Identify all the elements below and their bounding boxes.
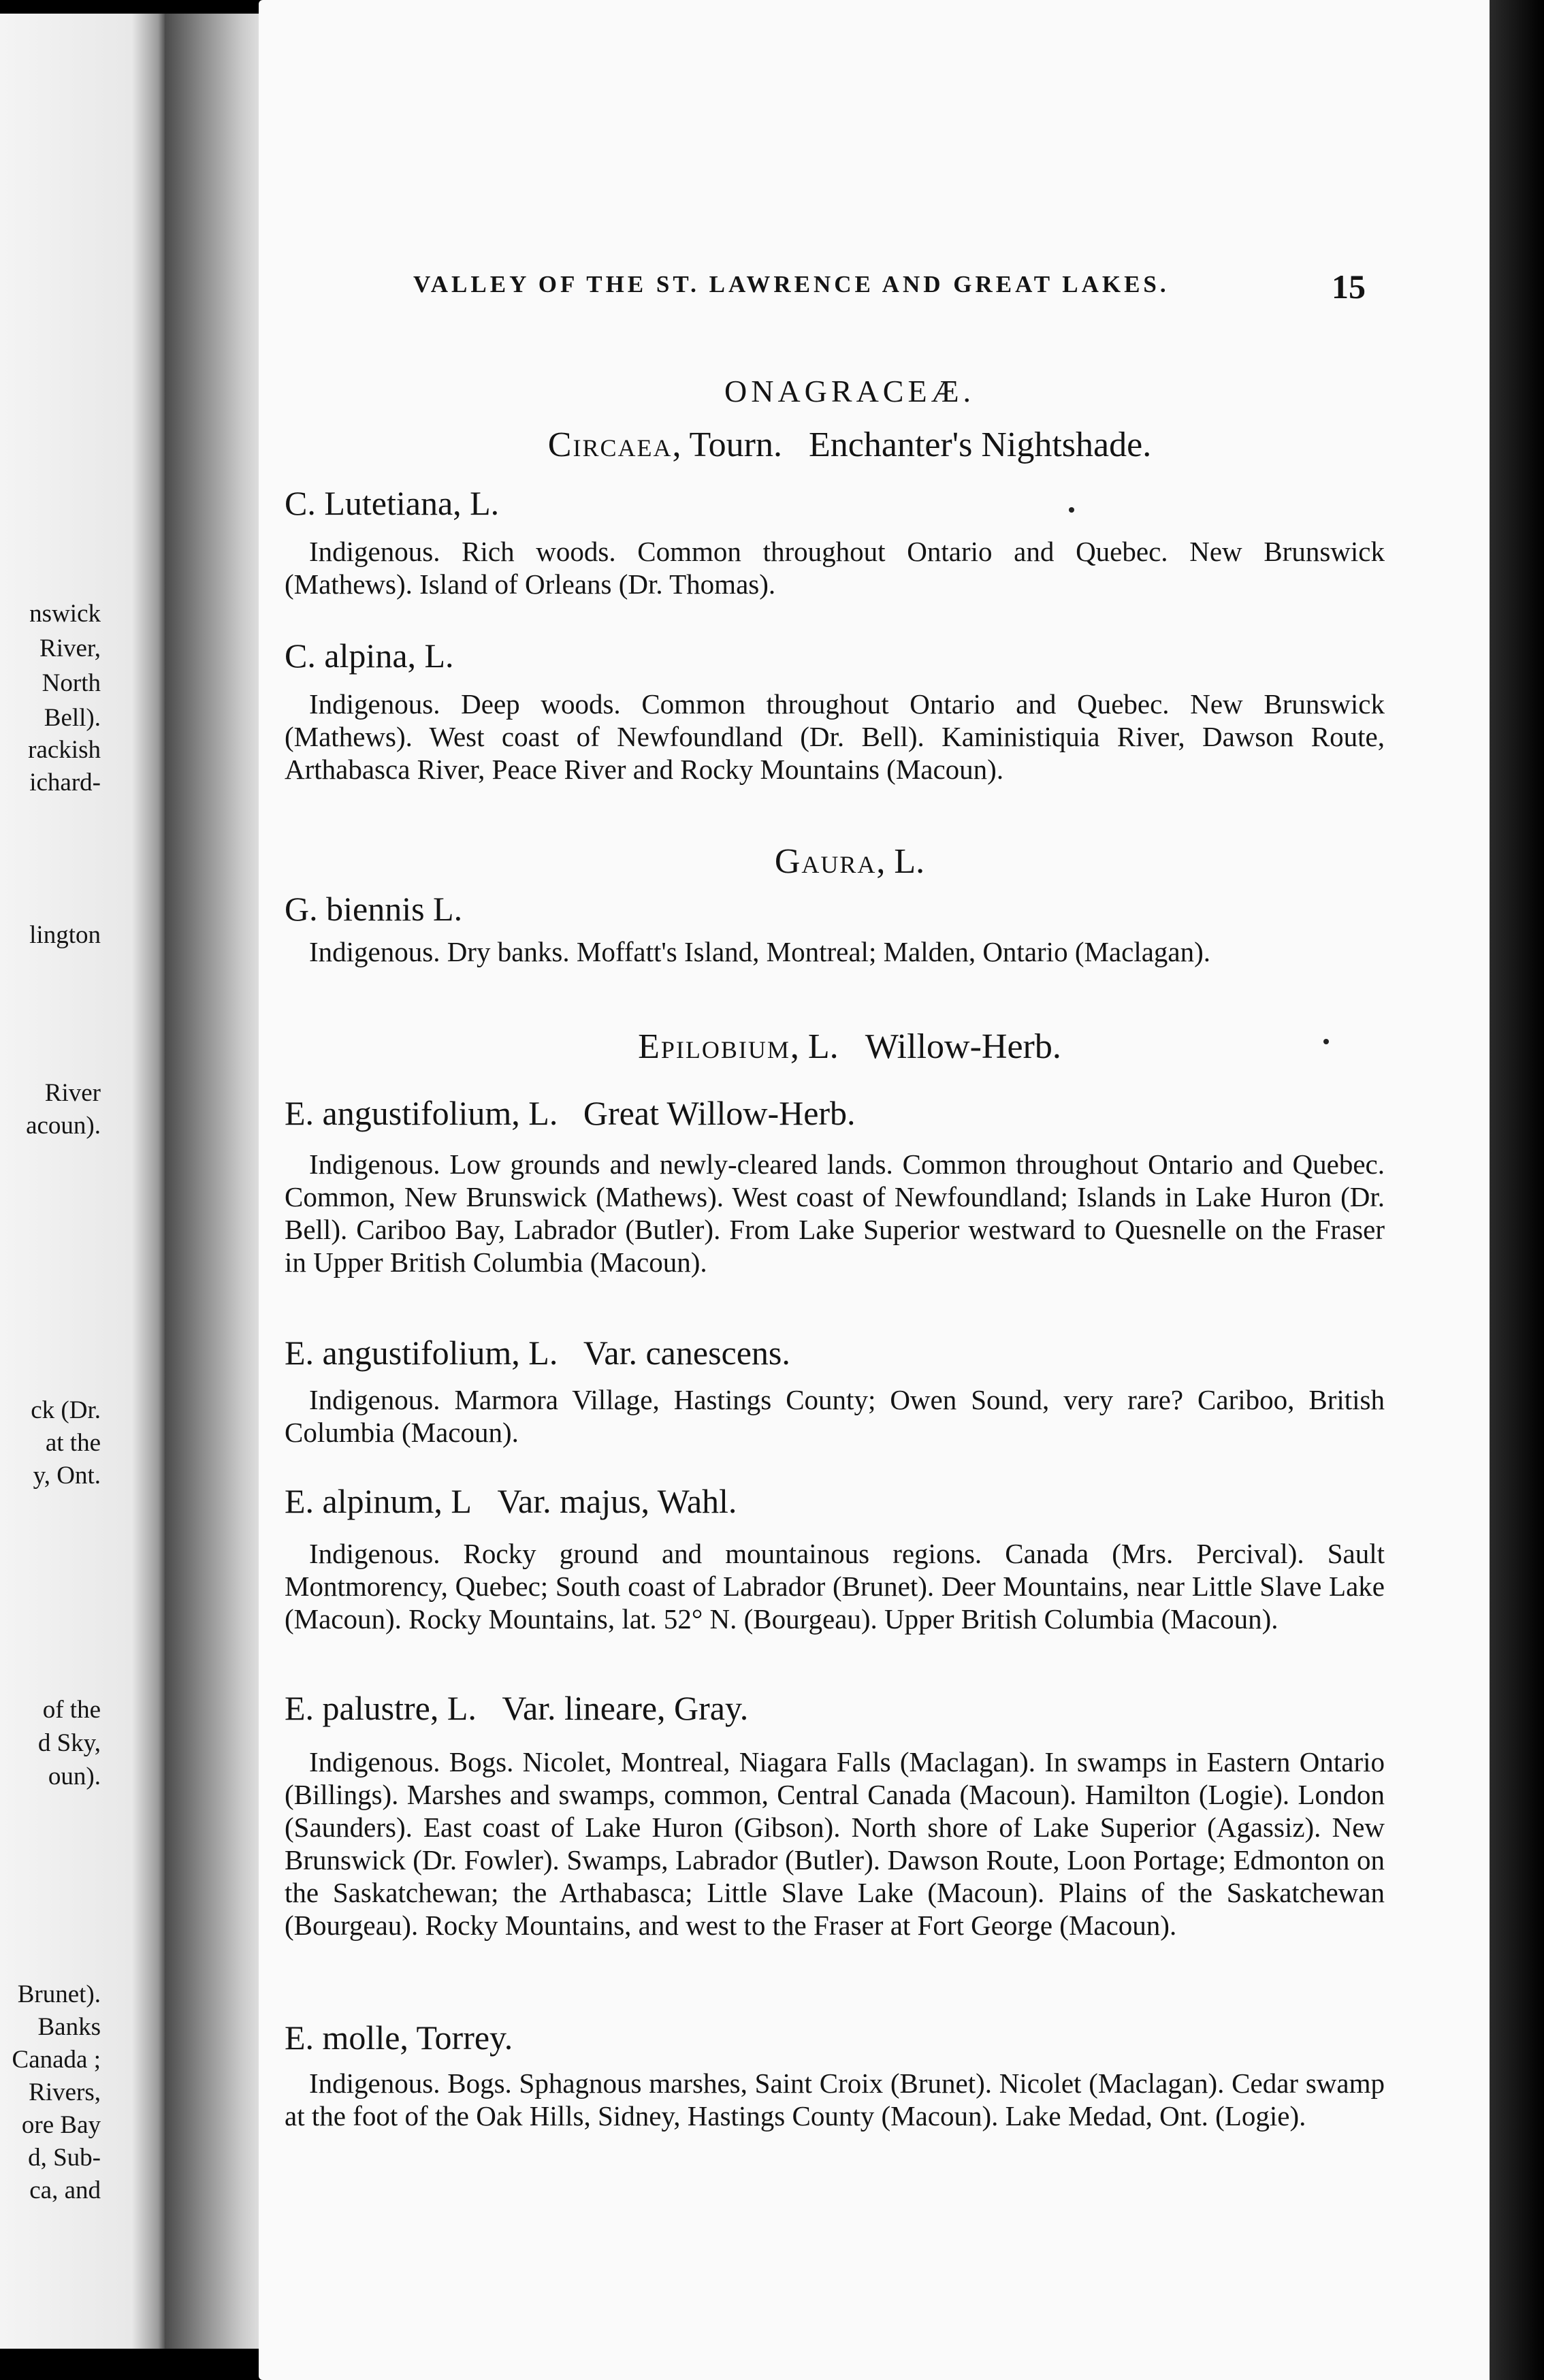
species-name: C. alpina, L.: [285, 637, 454, 675]
genus-authority: , Tourn.: [672, 425, 782, 464]
variety-name: Var. lineare, Gray.: [502, 1689, 749, 1727]
genus-name: Gaura: [774, 842, 877, 881]
species-name: E. alpinum, L: [285, 1482, 472, 1520]
facing-page-text-line: Bell).: [44, 704, 101, 732]
facing-page-text-line: ca, and: [29, 2176, 101, 2204]
ink-speck: [1069, 507, 1074, 513]
species-common-name: Great Willow-Herb.: [583, 1094, 856, 1132]
genus-heading-gaura: [279, 841, 1420, 882]
facing-page-text-line: y, Ont.: [33, 1462, 101, 1490]
facing-page-text-line: rackish: [28, 736, 101, 764]
page-number: 15: [1332, 268, 1366, 306]
genus-common-name: Enchanter's Nightshade.: [808, 425, 1152, 464]
genus-authority: , L.: [790, 1027, 839, 1066]
facing-page-text-line: Brunet).: [17, 1980, 101, 2008]
facing-page-text-line: ore Bay: [21, 2111, 101, 2139]
facing-page-text-line: at the: [45, 1429, 101, 1457]
book-gutter-shadow: [165, 14, 274, 2349]
facing-page-text-line: Banks: [37, 2013, 101, 2041]
facing-page-text-line: lington: [29, 921, 101, 949]
species-name: E. angustifolium, L.: [285, 1094, 558, 1132]
facing-page-text-line: ck (Dr.: [31, 1396, 101, 1424]
facing-page-text-line: oun).: [48, 1763, 101, 1790]
variety-name: Var. majus, Wahl.: [497, 1482, 737, 1520]
facing-page-text-line: d, Sub-: [28, 2144, 101, 2172]
facing-page-text-line: of the: [42, 1696, 101, 1724]
facing-page-left: [0, 14, 165, 2349]
facing-page-text-line: d Sky,: [37, 1729, 101, 1757]
facing-page-text-line: ichard-: [29, 769, 101, 797]
species-description: Indigenous. Bogs. Sphagnous marshes, Saint Croix (Brunet). Nicolet (Maclagan). Cedar swamp at the foot of the Oak Hills, Sidney, Hastings County (Macoun). Lake Medad, Ont. (Logie).: [285, 2068, 1385, 2132]
variety-name: Var. canescens.: [583, 1334, 790, 1372]
genus-heading-circaea: [279, 425, 1420, 465]
facing-page-text-line: North: [42, 669, 101, 697]
species-description: Indigenous. Dry banks. Moffatt's Island, Montreal; Malden, Ontario (Maclagan).: [309, 936, 1211, 967]
running-head: VALLEY OF THE ST. LAWRENCE AND GREAT LAKES.: [413, 271, 1170, 298]
species-name: E. angustifolium, L.: [285, 1334, 558, 1372]
facing-page-text-line: acoun).: [26, 1112, 101, 1140]
species-name-line: [285, 1481, 737, 1521]
species-description: Indigenous. Low grounds and newly-cleared lands. Common throughout Ontario and Quebec. Common, New Brunswick (Mathews). West coast of Newfoundland; Islands in Lake Huron (Dr. Bell). Cariboo Bay, Labrador (Butler). From Lake Superior westward to Quesnelle on the Fraser in Upper British Columbia (Macoun).: [285, 1148, 1385, 1278]
genus-authority: , L.: [876, 842, 925, 881]
species-description: Indigenous. Rocky ground and mountainous regions. Canada (Mrs. Percival). Sault Montmorency, Quebec; South coast of Labrador (Brunet). Deer Mountains, near Little Slave Lake (Macoun). Rocky Mountains, lat. 52° N. (Bourgeau). Upper British Columbia (Macoun).: [285, 1538, 1385, 1635]
family-heading: ONAGRACEÆ.: [724, 374, 975, 408]
species-name-line: [285, 1688, 748, 1728]
genus-heading-epilobium: [279, 1027, 1420, 1067]
species-description: Indigenous. Bogs. Nicolet, Montreal, Niagara Falls (Maclagan). In swamps in Eastern Ontario (Billings). Marshes and swamps, common, Central Canada (Macoun). Hamilton (Logie). London (Saunders). East coast of Lake Huron (Gibson). North shore of Lake Superior (Agassiz). New Brunswick (Dr. Fowler). Swamps, Labrador (Butler). Dawson Route, Loon Portage; Edmonton on the Saskatchewan; the Arthabasca; Little Slave Lake (Macoun). Plains of the Saskatchewan (Bourgeau). Rocky Mountains, and west to the Fraser at Fort George (Macoun).: [285, 1746, 1385, 1941]
species-name-line: [285, 1333, 790, 1372]
facing-page-text-line: River,: [39, 634, 101, 662]
genus-common-name: Willow-Herb.: [865, 1027, 1061, 1066]
page-edge-shadow: [1490, 0, 1544, 2380]
facing-page-text-line: nswick: [29, 600, 101, 628]
species-description: Indigenous. Marmora Village, Hastings County; Owen Sound, very rare? Cariboo, British Columbia (Macoun).: [285, 1384, 1385, 1448]
genus-name: Circaea: [547, 425, 673, 464]
species-description: Indigenous. Deep woods. Common throughout Ontario and Quebec. New Brunswick (Mathews). West coast of Newfoundland (Dr. Bell). Kaministiquia River, Dawson Route, Arthabasca River, Peace River and Rocky Mountains (Macoun).: [285, 688, 1385, 785]
species-name-line: [285, 1093, 856, 1133]
species-description: Indigenous. Rich woods. Common throughout Ontario and Quebec. New Brunswick (Mathews). Island of Orleans (Dr. Thomas).: [285, 536, 1385, 600]
facing-page-text-line: Canada ;: [12, 2046, 101, 2074]
species-name: E. palustre, L.: [285, 1689, 477, 1727]
facing-page-text-line: River: [44, 1079, 101, 1107]
species-name: C. Lutetiana, L.: [285, 484, 500, 522]
species-name: G. biennis L.: [285, 890, 463, 928]
facing-page-text-line: Rivers,: [29, 2078, 101, 2106]
ink-speck: [1323, 1039, 1329, 1044]
species-name: E. molle, Torrey.: [285, 2019, 513, 2057]
genus-name: Epilobium: [638, 1027, 790, 1066]
